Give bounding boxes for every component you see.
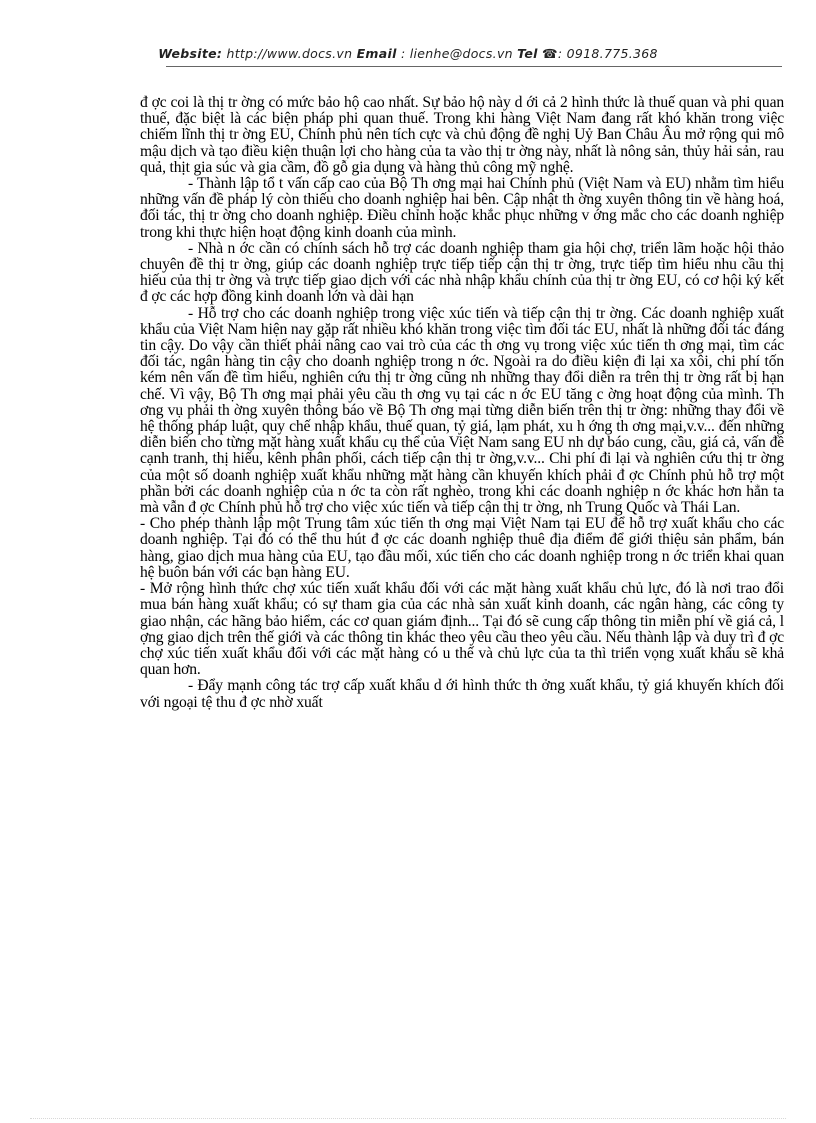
tel-value: : 0918.775.368 [557, 46, 658, 61]
paragraph: đ ợc coi là thị tr ờng có mức bảo hộ cao nhất. Sự bảo hộ này d ới cả 2 hình thức là thuế quan và phi quan thuế, đặc biệt là các biện pháp phi quan thuế. Trong khi hàng Việt Nam đang rất khó khăn trong việc chiếm lĩnh thị tr ờng EU, Chính phủ nên tích cực và chủ động đề nghị Uỷ Ban Châu Âu mở rộng qui mô mậu dịch và tạo điều kiện thuận lợi cho hàng của ta vào thị tr ờng này, nhất là nông sản, thủy hải sản, rau quả, thịt gia súc và gia cầm, đồ gỗ gia dụng và hàng thủ công mỹ nghệ. [140, 94, 784, 176]
paragraph: - Cho phép thành lập một Trung tâm xúc tiến th ơng mại Việt Nam tại EU để hỗ trợ xuất khẩu cho các doanh nghiệp. Tại đó có thể thu hút đ ợc các doanh nghiệp thuê địa điểm để giới thiệu sản phẩm, bán hàng, giao dịch mua hàng của EU, tạo đầu mối, xúc tiến cho các doanh nghiệp trong n ớc triển khai quan hệ buôn bán với các bạn hàng EU. [140, 515, 784, 581]
website-label: Website: [158, 46, 223, 61]
paragraph: - Thành lập tổ t vấn cấp cao của Bộ Th ơng mại hai Chính phủ (Việt Nam và EU) nhằm tìm hiểu những vấn đề pháp lý còn thiếu cho doanh nghiệp hai bên. Cập nhật th ờng xuyên thông tin về hàng hoá, đối tác, thị tr ờng cho doanh nghiệp. Điều chỉnh hoặc khắc phục những v ớng mắc cho các doanh nghiệp trong khi thực hiện hoạt động kinh doanh của mình. [140, 175, 784, 241]
paragraph: - Đẩy mạnh công tác trợ cấp xuất khẩu d ới hình thức th ởng xuất khẩu, tỷ giá khuyến khích đối với ngoại tệ thu đ ợc nhờ xuất [140, 677, 784, 711]
email-value[interactable]: : lienhe@docs.vn [396, 46, 518, 61]
phone-icon: ☎ [542, 46, 558, 61]
page-header [0, 46, 816, 61]
paragraph: - Nhà n ớc cần có chính sách hỗ trợ các doanh nghiệp tham gia hội chợ, triển lãm hoặc hội thảo chuyên đề thị tr ờng, giúp các doanh nghiệp trực tiếp tiếp cận thị tr ờng, trực tiếp tìm hiểu nhu cầu thị hiếu của thị tr ờng và trực tiếp giao dịch với các nhà nhập khẩu chính của thị tr ờng EU, có cơ hội ký kết đ ợc các hợp đồng kinh doanh lớn và dài hạn [140, 239, 784, 306]
footer-divider [30, 1118, 786, 1119]
paragraph: - Mở rộng hình thức chợ xúc tiến xuất khẩu đối với các mặt hàng xuất khẩu chủ lực, đó là nơi trao đổi mua bán hàng xuất khẩu; có sự tham gia của các nhà sản xuất kinh doanh, các ngân hàng, các công ty giao nhận, các hãng bảo hiểm, các cơ quan giám định... Tại đó sẽ cung cấp thông tin miễn phí về giá cả, l ợng giao dịch trên thế giới và các thông tin khác theo yêu cầu theo yêu cầu. Nếu thành lập và duy trì đ ợc chợ xúc tiến xuất khẩu đối với các mặt hàng có u thế và chủ lực của ta thì triển vọng xuất khẩu sẽ khả quan hơn. [140, 580, 784, 679]
tel-label: Tel [517, 46, 538, 61]
paragraph: - Hỗ trợ cho các doanh nghiệp trong việc xúc tiến và tiếp cận thị tr ờng. Các doanh nghiệp xuất khẩu của Việt Nam hiện nay gặp rất nhiều khó khăn trong việc tìm đối tác EU, nhất là những đối tác đáng tin cậy. Do vậy cần thiết phải nâng cao vai trò của các th ơng vụ trong việc xúc tiến th ơng mại, tìm các đối tác, ngân hàng tin cậy cho doanh nghiệp trong n ớc. Ngoài ra do điều kiện đi lại xa xôi, chi phí tốn kém nên vấn đề tìm hiểu, nghiên cứu thị tr ờng cũng nh những thay đổi diễn ra trên thị tr ờng rất bị hạn chế. Vì vậy, Bộ Th ơng mại phải yêu cầu th ơng vụ tại các n ớc EU tăng c ờng hoạt động của mình. Th ơng vụ phải th ờng xuyên thông báo về Bộ Th ơng mại từng diễn biến trên thị tr ờng: những thay đổi về hệ thống pháp luật, quy chế nhập khẩu, thuế quan, tỷ giá, lạm phát, xu h ớng th ơng mại,v.v... đến những diễn biến cho từng mặt hàng xuất khẩu cụ thể của Việt Nam sang EU nh dự báo cung, cầu, giá cả, vấn đề cạnh tranh, thị hiếu, kênh phân phối, cách tiếp cận thị tr ờng,v.v... Chi phí đi lại và nghiên cứu thị tr ờng của một số doanh nghiệp xuất khẩu những mặt hàng cần khuyến khích phải đ ợc Chính phủ hỗ trợ một phần bởi các doanh nghiệp của n ớc ta còn rất nghèo, trong khi các doanh nghiệp n ớc khác hơn hẳn ta mà vẫn đ ợc Chính phủ hỗ trợ cho việc xúc tiến và tiếp cận thị tr ờng, nh Trung Quốc và Thái Lan. [140, 304, 784, 517]
website-url[interactable]: http://www.docs.vn [222, 46, 357, 61]
email-label: Email [356, 46, 397, 61]
document-body [140, 95, 784, 711]
header-divider [166, 66, 782, 67]
